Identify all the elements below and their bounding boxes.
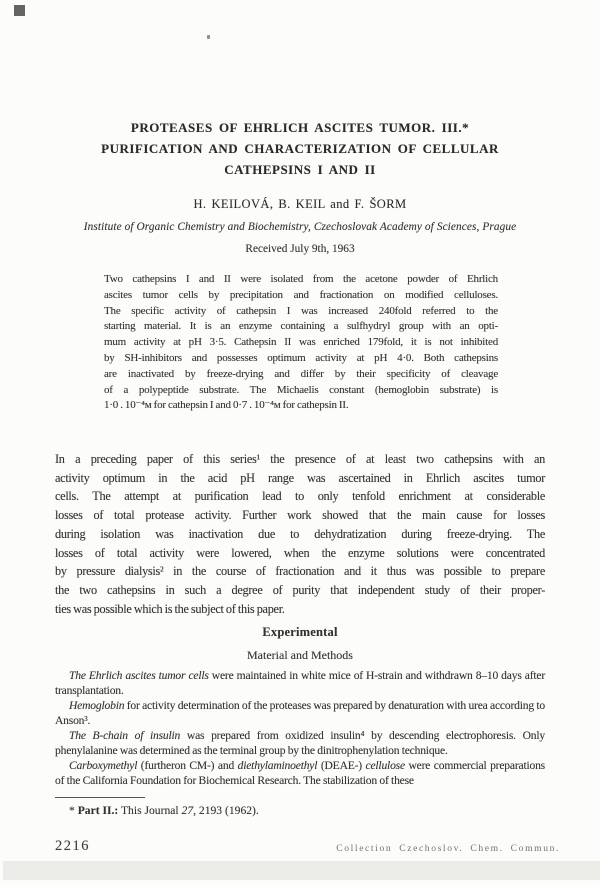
methods-text-segment: (DEAE-) (317, 759, 366, 772)
scan-bottom-edge (3, 861, 600, 880)
methods-text-segment: were commercial preparations of the California Foundation for Biochemical Research. The stabilization of these (55, 759, 545, 787)
intro-line: activity optimum in the acid pH range was ascertained in Ehrlich ascites tumor (55, 470, 545, 485)
footnote-segment: Part II.: (77, 804, 119, 817)
methods-paragraph-cellulose (55, 758, 545, 788)
abstract-line: of a polypeptide substrate. The Michaelis constant (hemoglobin substrate) is (104, 383, 498, 396)
methods-text-segment: (furtheron CM-) and (137, 759, 238, 772)
section-heading-experimental: Experimental (262, 625, 338, 639)
authors-line: H. KEILOVÁ, B. KEIL and F. ŠORM (193, 197, 407, 211)
intro-line: during isolation was inactivation due to dehydratization during freeze-drying. The (55, 526, 545, 541)
methods-text-segment: cellulose (365, 759, 405, 772)
abstract-line: by SH-inhibitors and possesses optimum activity at pH 4·0. Both cathepsins (104, 351, 498, 364)
intro-line: cells. The attempt at purification lead to only tenfold enrichment at considerable (55, 489, 545, 504)
abstract-line: mum activity at pH 3·5. Cathepsin II was enriched 179fold, it is not inhibited (104, 336, 498, 349)
methods-section (55, 668, 545, 788)
article-title-line: PROTEASES OF EHRLICH ASCITES TUMOR. III.* (130, 120, 470, 135)
intro-line: In a preceding paper of this series¹ the presence of at least two cathepsins with an (55, 452, 545, 466)
scan-dust-speck (207, 35, 210, 39)
intro-paragraph (55, 450, 545, 618)
abstract-line: starting material. It is an enzyme containing a sulfhydryl group with an opti- (104, 320, 498, 333)
intro-line: losses of total activity were lowered, when the enzyme solutions were concentrated (55, 545, 545, 560)
abstract-block (104, 272, 498, 414)
article-title-line: CATHEPSINS I AND II (224, 162, 376, 177)
methods-text-segment: The Ehrlich ascites tumor cells (69, 669, 209, 682)
article-title-line: PURIFICATION AND CHARACTERIZATION OF CELLULAR (101, 141, 499, 156)
footnote-segment: This Journal (118, 804, 182, 817)
received-date-line: Received July 9th, 1963 (245, 243, 355, 255)
abstract-line: Two cathepsins I and II were isolated from the acetone powder of Ehrlich (104, 273, 498, 285)
intro-line: the two cathepsins in such a degree of purity that independent study of their proper- (55, 582, 545, 597)
abstract-line: 1·0 . 10⁻⁴ᴍ for cathepsin I and 0·7 . 10⁻⁴ᴍ for cathepsin II. (104, 399, 349, 412)
journal-name-footer: Collection Czechoslov. Chem. Commun. (336, 843, 560, 854)
footnote-segment: 27 (181, 804, 194, 817)
methods-text-segment: was prepared from oxidized insulin⁴ by descending electrophoresis. Only phenylalanine was determined as the terminal group by the dinitrophenylation technique. (55, 729, 545, 757)
footnote-divider (55, 797, 145, 798)
abstract-line: are inactivated by freeze-drying and differ by their specificity of cleavage (104, 367, 498, 380)
methods-text-segment: diethylaminoethyl (237, 759, 318, 772)
affiliation-line: Institute of Organic Chemistry and Biochemistry, Czechoslovak Academy of Sciences, Prague (83, 221, 517, 233)
methods-paragraph-tumor-cells (55, 668, 545, 698)
intro-line: by pressure dialysis² in the course of fractionation and it thus was possible to prepare (55, 564, 545, 579)
abstract-line: ascites tumor cells by precipitation and fractionation on modified celluloses. (104, 288, 498, 301)
footnote-segment: * (69, 804, 78, 817)
methods-text-segment: for activity determination of the proteases was prepared by denaturation with urea according to Anson³. (55, 699, 545, 727)
methods-text-segment: Hemoglobin (69, 699, 125, 712)
footnote-text (55, 804, 545, 817)
methods-text-segment: were maintained in white mice of H-strain and withdrawn 8–10 days after transplantation. (55, 669, 545, 697)
article-title (55, 117, 545, 180)
scan-corner-mark (14, 5, 25, 16)
methods-paragraph-hemoglobin (55, 698, 545, 728)
methods-text-segment: The B-chain of insulin (69, 729, 181, 742)
methods-paragraph-insulin-b-chain (55, 728, 545, 758)
subsection-heading-material-methods: Material and Methods (247, 648, 353, 662)
page-number: 2216 (55, 838, 90, 854)
methods-text-segment: Carboxymethyl (69, 759, 138, 772)
intro-line: ties was possible which is the subject of this paper. (55, 601, 285, 616)
abstract-line: The specific activity of cathepsin I was increased 240fold referred to the (104, 304, 498, 317)
footnote-segment: , 2193 (1962). (193, 804, 259, 817)
intro-line: losses of total protease activity. Further work showed that the main cause for losses (55, 508, 545, 523)
